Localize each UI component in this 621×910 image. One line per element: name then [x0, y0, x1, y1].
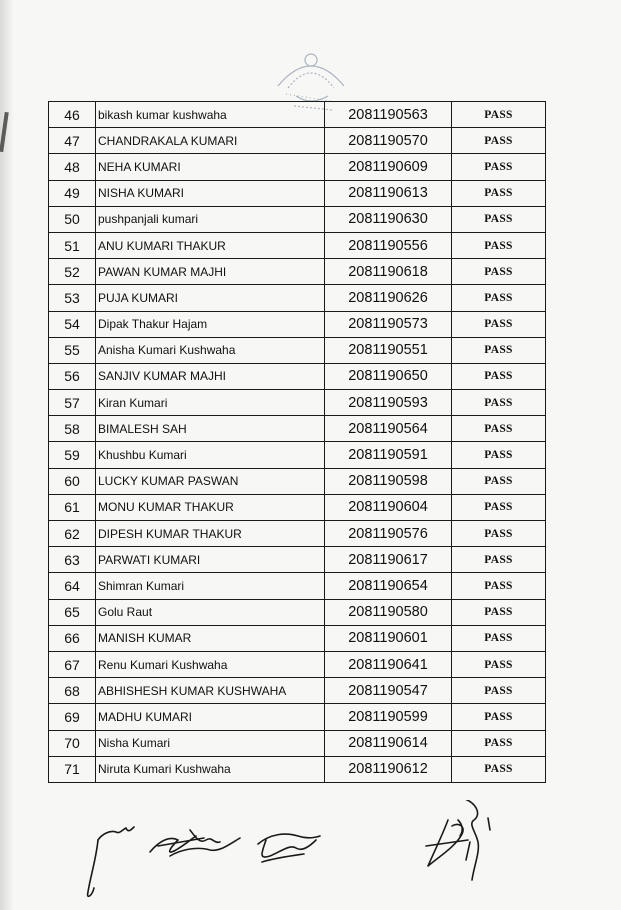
- serial-number-cell: 63: [49, 547, 96, 573]
- table-row: [49, 704, 546, 730]
- signature-2: [150, 830, 240, 856]
- result-cell: PASS: [452, 730, 546, 756]
- table-row: [49, 285, 546, 311]
- student-name-cell: Niruta Kumari Kushwaha: [96, 756, 325, 782]
- serial-number-cell: 61: [49, 494, 96, 520]
- result-cell: PASS: [452, 521, 546, 547]
- student-name-cell: Renu Kumari Kushwaha: [96, 651, 325, 677]
- table-row: [49, 468, 546, 494]
- student-name-cell: PARWATI KUMARI: [96, 547, 325, 573]
- student-name-cell: NISHA KUMARI: [96, 180, 325, 206]
- table-row: [49, 206, 546, 232]
- roll-number-cell: 2081190641: [325, 651, 452, 677]
- signature-4: [426, 800, 490, 880]
- roll-number-cell: 2081190599: [325, 704, 452, 730]
- roll-number-cell: 2081190604: [325, 494, 452, 520]
- roll-number-cell: 2081190593: [325, 390, 452, 416]
- roll-number-cell: 2081190556: [325, 232, 452, 258]
- table-row: [49, 730, 546, 756]
- serial-number-cell: 51: [49, 232, 96, 258]
- student-name-cell: Shimran Kumari: [96, 573, 325, 599]
- roll-number-cell: 2081190563: [325, 102, 452, 128]
- result-cell: PASS: [452, 756, 546, 782]
- result-cell: PASS: [452, 442, 546, 468]
- signature-3: [258, 834, 320, 862]
- roll-number-cell: 2081190598: [325, 468, 452, 494]
- roll-number-cell: 2081190547: [325, 678, 452, 704]
- table-row: [49, 678, 546, 704]
- result-cell: PASS: [452, 311, 546, 337]
- result-cell: PASS: [452, 206, 546, 232]
- serial-number-cell: 49: [49, 180, 96, 206]
- roll-number-cell: 2081190576: [325, 521, 452, 547]
- serial-number-cell: 70: [49, 730, 96, 756]
- result-cell: PASS: [452, 154, 546, 180]
- serial-number-cell: 58: [49, 416, 96, 442]
- serial-number-cell: 65: [49, 599, 96, 625]
- serial-number-cell: 50: [49, 206, 96, 232]
- table-row: [49, 154, 546, 180]
- result-cell: PASS: [452, 416, 546, 442]
- roll-number-cell: 2081190564: [325, 416, 452, 442]
- result-cell: PASS: [452, 625, 546, 651]
- table-row: [49, 756, 546, 782]
- table-row: [49, 599, 546, 625]
- table-row: [49, 259, 546, 285]
- table-row: [49, 651, 546, 677]
- table-row: [49, 442, 546, 468]
- serial-number-cell: 47: [49, 128, 96, 154]
- roll-number-cell: 2081190580: [325, 599, 452, 625]
- table-row: [49, 232, 546, 258]
- serial-number-cell: 56: [49, 363, 96, 389]
- table-row: [49, 521, 546, 547]
- result-cell: PASS: [452, 285, 546, 311]
- student-name-cell: ANU KUMARI THAKUR: [96, 232, 325, 258]
- roll-number-cell: 2081190573: [325, 311, 452, 337]
- roll-number-cell: 2081190650: [325, 363, 452, 389]
- serial-number-cell: 59: [49, 442, 96, 468]
- student-name-cell: Khushbu Kumari: [96, 442, 325, 468]
- result-cell: PASS: [452, 547, 546, 573]
- signatures-area: [0, 800, 621, 910]
- serial-number-cell: 46: [49, 102, 96, 128]
- table-row: [49, 494, 546, 520]
- signature-1: [88, 827, 134, 896]
- student-name-cell: SANJIV KUMAR MAJHI: [96, 363, 325, 389]
- result-cell: PASS: [452, 232, 546, 258]
- student-name-cell: LUCKY KUMAR PASWAN: [96, 468, 325, 494]
- table-row: [49, 573, 546, 599]
- roll-number-cell: 2081190614: [325, 730, 452, 756]
- table-row: [49, 180, 546, 206]
- result-cell: PASS: [452, 180, 546, 206]
- student-name-cell: BIMALESH SAH: [96, 416, 325, 442]
- serial-number-cell: 60: [49, 468, 96, 494]
- table-row: [49, 625, 546, 651]
- serial-number-cell: 69: [49, 704, 96, 730]
- student-name-cell: CHANDRAKALA KUMARI: [96, 128, 325, 154]
- result-cell: PASS: [452, 651, 546, 677]
- table-row: [49, 547, 546, 573]
- result-cell: PASS: [452, 468, 546, 494]
- serial-number-cell: 54: [49, 311, 96, 337]
- student-name-cell: Nisha Kumari: [96, 730, 325, 756]
- student-name-cell: bikash kumar kushwaha: [96, 102, 325, 128]
- student-name-cell: PUJA KUMARI: [96, 285, 325, 311]
- result-cell: PASS: [452, 337, 546, 363]
- table-row: [49, 390, 546, 416]
- table-row: [49, 311, 546, 337]
- serial-number-cell: 68: [49, 678, 96, 704]
- table-row: [49, 102, 546, 128]
- table-row: [49, 416, 546, 442]
- roll-number-cell: 2081190601: [325, 625, 452, 651]
- roll-number-cell: 2081190626: [325, 285, 452, 311]
- result-cell: PASS: [452, 363, 546, 389]
- table-row: [49, 128, 546, 154]
- roll-number-cell: 2081190613: [325, 180, 452, 206]
- student-name-cell: pushpanjali kumari: [96, 206, 325, 232]
- serial-number-cell: 52: [49, 259, 96, 285]
- roll-number-cell: 2081190630: [325, 206, 452, 232]
- student-name-cell: Anisha Kumari Kushwaha: [96, 337, 325, 363]
- serial-number-cell: 71: [49, 756, 96, 782]
- roll-number-cell: 2081190570: [325, 128, 452, 154]
- table-row: [49, 363, 546, 389]
- roll-number-cell: 2081190609: [325, 154, 452, 180]
- serial-number-cell: 48: [49, 154, 96, 180]
- roll-number-cell: 2081190551: [325, 337, 452, 363]
- result-cell: PASS: [452, 599, 546, 625]
- serial-number-cell: 55: [49, 337, 96, 363]
- roll-number-cell: 2081190617: [325, 547, 452, 573]
- serial-number-cell: 64: [49, 573, 96, 599]
- serial-number-cell: 67: [49, 651, 96, 677]
- roll-number-cell: 2081190654: [325, 573, 452, 599]
- result-cell: PASS: [452, 573, 546, 599]
- student-name-cell: Golu Raut: [96, 599, 325, 625]
- student-name-cell: DIPESH KUMAR THAKUR: [96, 521, 325, 547]
- student-name-cell: MADHU KUMARI: [96, 704, 325, 730]
- student-name-cell: PAWAN KUMAR MAJHI: [96, 259, 325, 285]
- result-cell: PASS: [452, 102, 546, 128]
- roll-number-cell: 2081190612: [325, 756, 452, 782]
- serial-number-cell: 62: [49, 521, 96, 547]
- serial-number-cell: 57: [49, 390, 96, 416]
- student-name-cell: Kiran Kumari: [96, 390, 325, 416]
- table-row: [49, 337, 546, 363]
- student-name-cell: MANISH KUMAR: [96, 625, 325, 651]
- serial-number-cell: 53: [49, 285, 96, 311]
- result-cell: PASS: [452, 494, 546, 520]
- student-name-cell: MONU KUMAR THAKUR: [96, 494, 325, 520]
- roll-number-cell: 2081190618: [325, 259, 452, 285]
- result-cell: PASS: [452, 390, 546, 416]
- result-cell: PASS: [452, 678, 546, 704]
- roll-number-cell: 2081190591: [325, 442, 452, 468]
- result-cell: PASS: [452, 259, 546, 285]
- result-cell: PASS: [452, 704, 546, 730]
- student-name-cell: NEHA KUMARI: [96, 154, 325, 180]
- result-cell: PASS: [452, 128, 546, 154]
- serial-number-cell: 66: [49, 625, 96, 651]
- student-name-cell: ABHISHESH KUMAR KUSHWAHA: [96, 678, 325, 704]
- student-name-cell: Dipak Thakur Hajam: [96, 311, 325, 337]
- results-table: [48, 101, 546, 783]
